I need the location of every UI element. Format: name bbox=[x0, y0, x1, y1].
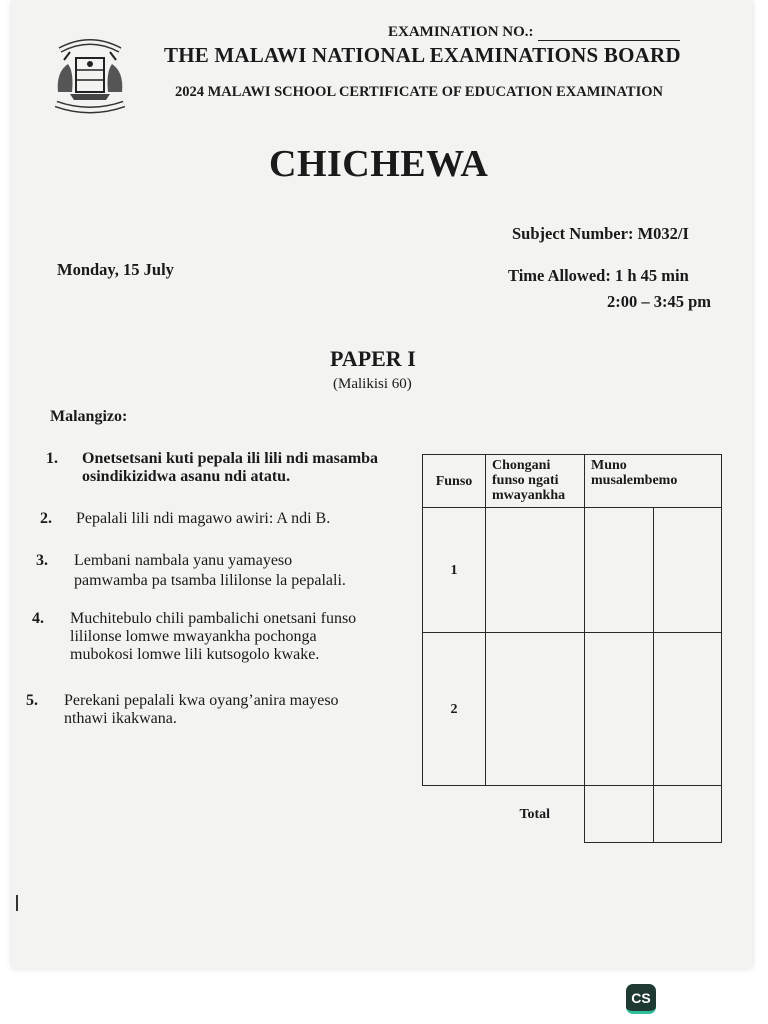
table-total-row bbox=[423, 786, 722, 843]
header-funso: Funso bbox=[423, 455, 486, 508]
time-range: 2:00 – 3:45 pm bbox=[607, 292, 712, 311]
total-examiner-cell bbox=[653, 786, 722, 843]
board-crest-logo bbox=[50, 32, 130, 122]
table-row bbox=[423, 633, 722, 786]
row-check-cell[interactable] bbox=[486, 633, 585, 786]
row-check-cell[interactable] bbox=[486, 508, 585, 633]
certificate-title: 2024 MALAWI SCHOOL CERTIFICATE OF EDUCATION EXAMINATION bbox=[175, 84, 663, 100]
examination-number-line bbox=[538, 26, 680, 41]
question-tracking-table bbox=[422, 454, 722, 843]
board-name: THE MALAWI NATIONAL EXAMINATIONS BOARD bbox=[164, 43, 681, 67]
row-examiner-cell bbox=[585, 633, 654, 786]
time-allowed: Time Allowed: 1 h 45 min bbox=[508, 266, 689, 285]
row-question-number: 2 bbox=[423, 633, 486, 786]
paper-title: PAPER I bbox=[330, 346, 416, 371]
row-examiner-cell bbox=[653, 508, 722, 633]
exam-paper: EXAMINATION NO.: THE MALAWI NATIONAL EXAMINATIONS BOARD 2024 MALAWI SCHOOL CERTIFICATE OF EDUCATION EXAMINATION CHICHEWA Subject Number: M032/I Monday, 15 July Time Allowed: 1 h 45 min 2:00 – 3:45 pm PAPER I (Malikisi 60) Malangizo: 1. Onetsetsani kuti pepala ili lili ndi masamba osindikizidwa asanu ndi atatu. 2. Pepalali lili ndi magawo awiri: A ndi B. 3. Lembani nambala yanu yamayeso pamwamba pa tsamba lililonse la pepalali. 4. Muchitebulo chili pambalichi onetsani funso lililonse lomwe mwayankha pochonga mubokosi lomwe lili kutsogolo kwake. 5. Perekani pepalali kwa oyang’anira mayeso nthawi ikakwana. Funso Chongani funso ngati mwayankha Muno musalembemo 1 2 Total bbox=[12, 0, 752, 968]
subject-number: Subject Number: M032/I bbox=[512, 224, 689, 243]
header-muno-musalembemo: Muno musalembemo bbox=[585, 455, 722, 508]
subject-title: CHICHEWA bbox=[269, 143, 489, 185]
row-examiner-cell bbox=[653, 633, 722, 786]
paper-marks: (Malikisi 60) bbox=[333, 376, 412, 392]
instructions-heading: Malangizo: bbox=[50, 408, 128, 425]
table-row bbox=[423, 508, 722, 633]
row-examiner-cell bbox=[585, 508, 654, 633]
table-header-row bbox=[423, 455, 722, 508]
examination-number-label: EXAMINATION NO.: bbox=[388, 24, 680, 41]
exam-date: Monday, 15 July bbox=[57, 260, 174, 279]
total-label: Total bbox=[486, 786, 585, 843]
total-examiner-cell bbox=[585, 786, 654, 843]
row-question-number: 1 bbox=[423, 508, 486, 633]
camscanner-badge-icon: CS bbox=[626, 984, 656, 1014]
margin-mark bbox=[16, 895, 18, 911]
header-chongani: Chongani funso ngati mwayankha bbox=[486, 455, 585, 508]
